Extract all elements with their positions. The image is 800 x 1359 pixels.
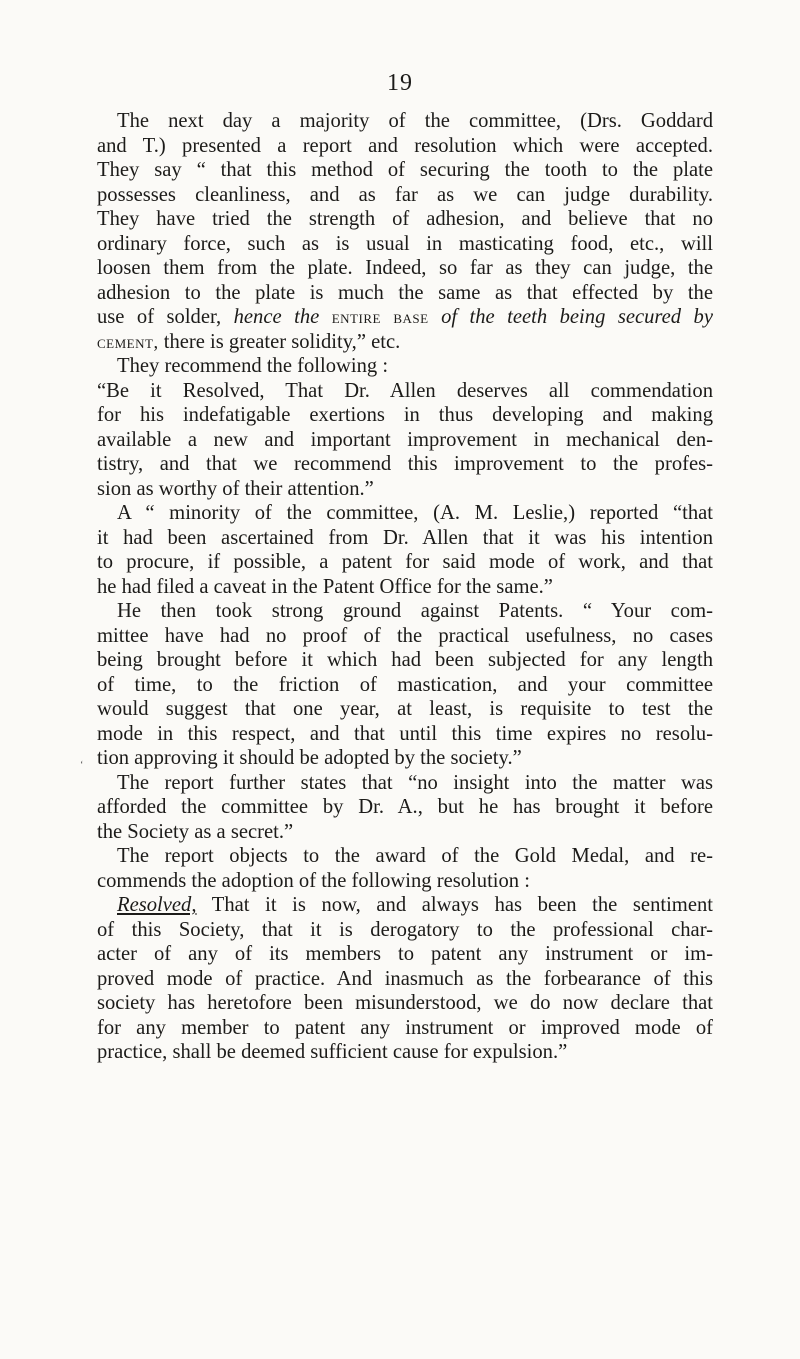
text-line: acter of any of its members to patent any instrument or im- — [97, 943, 713, 965]
margin-mark: ‘ — [80, 760, 84, 771]
text-line: adhesion to the plate is much the same as that effected by the — [97, 281, 713, 304]
text-line: society has heretofore been misunderstood, we do now declare that — [97, 992, 713, 1014]
text-segment: there is greater solidity,” etc. — [163, 330, 401, 353]
text-line: for any member to patent any instrument or improved mode of — [97, 1016, 713, 1039]
text-line: They recommend the following : — [117, 355, 389, 377]
text-line: available a new and important improvement in mechanical den- — [97, 428, 713, 451]
text-line: he had filed a caveat in the Patent Office for the same.” — [97, 575, 553, 598]
text-line: sion as worthy of their attention.” — [97, 477, 374, 500]
text-line: They have tried the strength of adhesion, and believe that no — [97, 208, 713, 230]
text-segment: use of solder, — [97, 306, 222, 328]
italic-segment: of the teeth being secured by — [441, 306, 713, 328]
text-line: ordinary force, such as is usual in masticating food, etc., will — [97, 232, 713, 255]
text-line: The next day a majority of the committee, (Drs. Goddard — [117, 110, 713, 132]
small-caps-segment: cement, — [97, 331, 159, 353]
text-line: loosen them from the plate. Indeed, so far as they can judge, the — [97, 257, 713, 279]
text-line: He then took strong ground against Patents. “ Your com- — [117, 600, 713, 622]
text-line: the Society as a secret.” — [97, 820, 294, 843]
text-line — [97, 305, 713, 330]
text-line — [97, 893, 713, 918]
text-line: it had been ascertained from Dr. Allen that it was his intention — [97, 526, 713, 549]
text-line: mode in this respect, and that until this time expires no resolu- — [97, 722, 713, 745]
text-line: possesses cleanliness, and as far as we can judge durability. — [97, 183, 713, 206]
text-line: tion approving it should be adopted by the society.” — [97, 747, 522, 769]
text-line: and T.) presented a report and resolution which were accepted. — [97, 134, 713, 157]
text-line: of this Society, that it is derogatory to the professional char- — [97, 918, 713, 941]
text-line: A “ minority of the committee, (A. M. Leslie,) reported “that — [117, 502, 713, 524]
text-line: “Be it Resolved, That Dr. Allen deserves all commendation — [97, 379, 713, 402]
italic-segment: hence the — [233, 306, 320, 328]
text-line: being brought before it which had been subjected for any length — [97, 649, 713, 671]
text-line: would suggest that one year, at least, is requisite to test the — [97, 698, 713, 720]
text-line: practice, shall be deemed sufficient cause for expulsion.” — [97, 1041, 568, 1063]
text-line: for his indefatigable exertions in thus developing and making — [97, 404, 713, 426]
page-number: 19 — [387, 70, 413, 96]
text-line: mittee have had no proof of the practical usefulness, no cases — [97, 624, 713, 647]
text-line: afforded the committee by Dr. A., but he has brought it before — [97, 796, 713, 818]
text-line: They say “ that this method of securing the tooth to the plate — [97, 159, 713, 181]
text-line: tistry, and that we recommend this improvement to the profes- — [97, 453, 713, 475]
text-line: proved mode of practice. And inasmuch as the forbearance of this — [97, 967, 713, 990]
text-line: The report objects to the award of the Gold Medal, and re- — [117, 845, 713, 867]
text-line: commends the adoption of the following resolution : — [97, 869, 530, 892]
text-line: of time, to the friction of mastication, and your committee — [97, 673, 713, 696]
page-body-text — [97, 109, 713, 1065]
small-caps-segment: entire base — [331, 307, 429, 328]
italic-segment: Resolved, — [117, 894, 197, 916]
text-line: The report further states that “no insight into the matter was — [117, 771, 713, 794]
text-line — [97, 330, 713, 355]
text-line: to procure, if possible, a patent for said mode of work, and that — [97, 551, 713, 573]
text-segment: That it is now, and always has been the sentiment — [211, 894, 713, 916]
